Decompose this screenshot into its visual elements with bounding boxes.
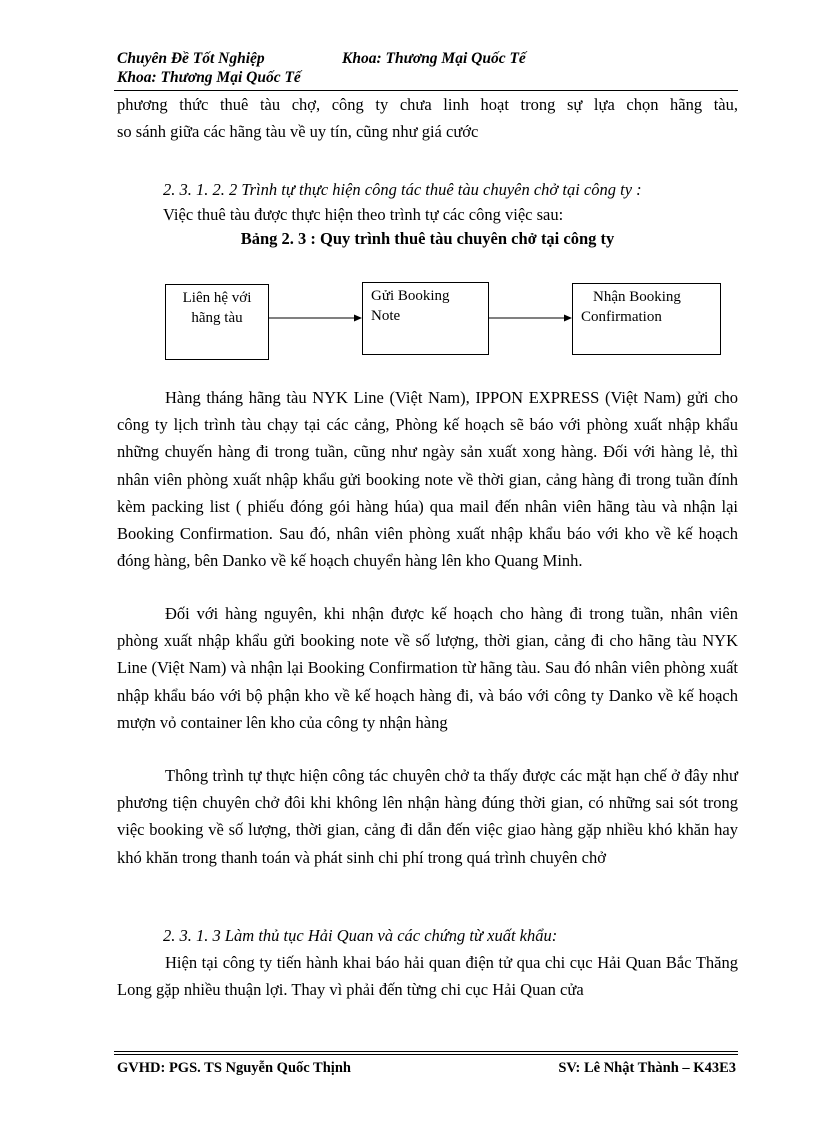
footer-student: SV: Lê Nhật Thành – K43E3	[558, 1060, 736, 1076]
flow-box-3-line-1: Nhận Booking	[593, 289, 681, 305]
flow-box-1-line-1: Liên hệ với	[182, 290, 252, 306]
paragraph-3-text: Thông trình tự thực hiện công tác chuyên chở ta thấy được các mặt hạn chế ở đây như phương tiện chuyên chở đôi khi không lên nhận hàng đúng thời gian, có những sai sót trong việc booking về số lượng, thời gian, cảng đi dẫn đến việc giao hàng gặp nhiều khó khăn hay khó khăn trong thanh toán và phát sinh chi phí trong quá trình chuyên chở	[117, 766, 738, 867]
footer-supervisor: GVHD: PGS. TS Nguyễn Quốc Thịnh	[117, 1060, 351, 1076]
paragraph-3	[117, 762, 738, 871]
table-caption: Bảng 2. 3 : Quy trình thuê tàu chuyên chở tại công ty	[240, 229, 615, 248]
section-heading-2-3-1-3: 2. 3. 1. 3 Làm thủ tục Hải Quan và các chứng từ xuất khẩu:	[163, 926, 558, 945]
paragraph-1	[117, 384, 738, 574]
intro-line-2: so sánh giữa các hãng tàu về uy tín, cũng như giá cước	[117, 122, 479, 142]
flow-arrow-2-head	[564, 315, 572, 322]
footer-rule-top	[114, 1051, 738, 1052]
flow-box-2-line-1: Gửi Booking	[371, 288, 450, 304]
flow-box-3-line-2: Confirmation	[581, 309, 662, 325]
paragraph-2-text: Đối với hàng nguyên, khi nhận được kế hoạch cho hàng đi trong tuần, nhân viên phòng xuất nhập khẩu gửi booking note về số lượng, thời gian, cảng đi cho hãng tàu NYK Line (Việt Nam) và nhận lại Booking Confirmation từ hãng tàu. Sau đó nhân viên phòng xuất nhập khẩu báo với bộ phận kho về kế hoạch hàng đi, và báo với công ty Danko về kế hoạch mượn vỏ container lên kho của công ty nhận hàng	[117, 604, 738, 732]
paragraph-2	[117, 600, 738, 736]
intro-line-1: phương thức thuê tàu chợ, công ty chưa linh hoạt trong sự lựa chọn hãng tàu,	[117, 95, 738, 114]
section-lead-text: Việc thuê tàu được thực hiện theo trình tự các công việc sau:	[163, 205, 564, 224]
header-faculty: Khoa: Thương Mại Quốc Tế	[342, 50, 526, 67]
flow-box-1-line-2: hãng tàu	[191, 310, 243, 326]
flow-arrow-1-head	[354, 315, 362, 322]
paragraph-1-text: Hàng tháng hãng tàu NYK Line (Việt Nam), IPPON EXPRESS (Việt Nam) gửi cho công ty lịch trình tàu chạy tại các cảng, Phòng kế hoạch sẽ báo với phòng xuất nhập khẩu những chuyến hàng đi trong tuần, cũng như ngày sản xuất xong hàng. Đối với hàng lẻ, thì nhân viên phòng xuất nhập khẩu gửi booking note về thời gian, cảng hàng đi trong tuần đính kèm packing list ( phiếu đóng gói hàng húa) qua mail đến nhân viên hãng tàu và nhận lại Booking Confirmation. Sau đó, nhân viên phòng xuất nhập khẩu báo với kho về kế hoạch đóng hàng, bên Danko về kế hoạch chuyển hàng lên kho Quang Minh.	[117, 388, 738, 571]
flow-box-2-line-2: Note	[371, 308, 401, 324]
section-heading-2-3-1-2-2: 2. 3. 1. 2. 2 Trình tự thực hiện công tác thuê tàu chuyên chở tại công ty :	[163, 180, 642, 199]
footer-rule-bottom	[114, 1054, 738, 1055]
paragraph-4	[117, 949, 738, 1003]
header-faculty-line2: Khoa: Thương Mại Quốc Tế	[117, 69, 301, 86]
header-title: Chuyên Đề Tốt Nghiệp	[117, 50, 265, 67]
paragraph-4-text: Hiện tại công ty tiến hành khai báo hải quan điện tử qua chi cục Hải Quan Bắc Thăng Long gặp nhiều thuận lợi. Thay vì phải đến từng chi cục Hải Quan cửa	[117, 953, 738, 1000]
